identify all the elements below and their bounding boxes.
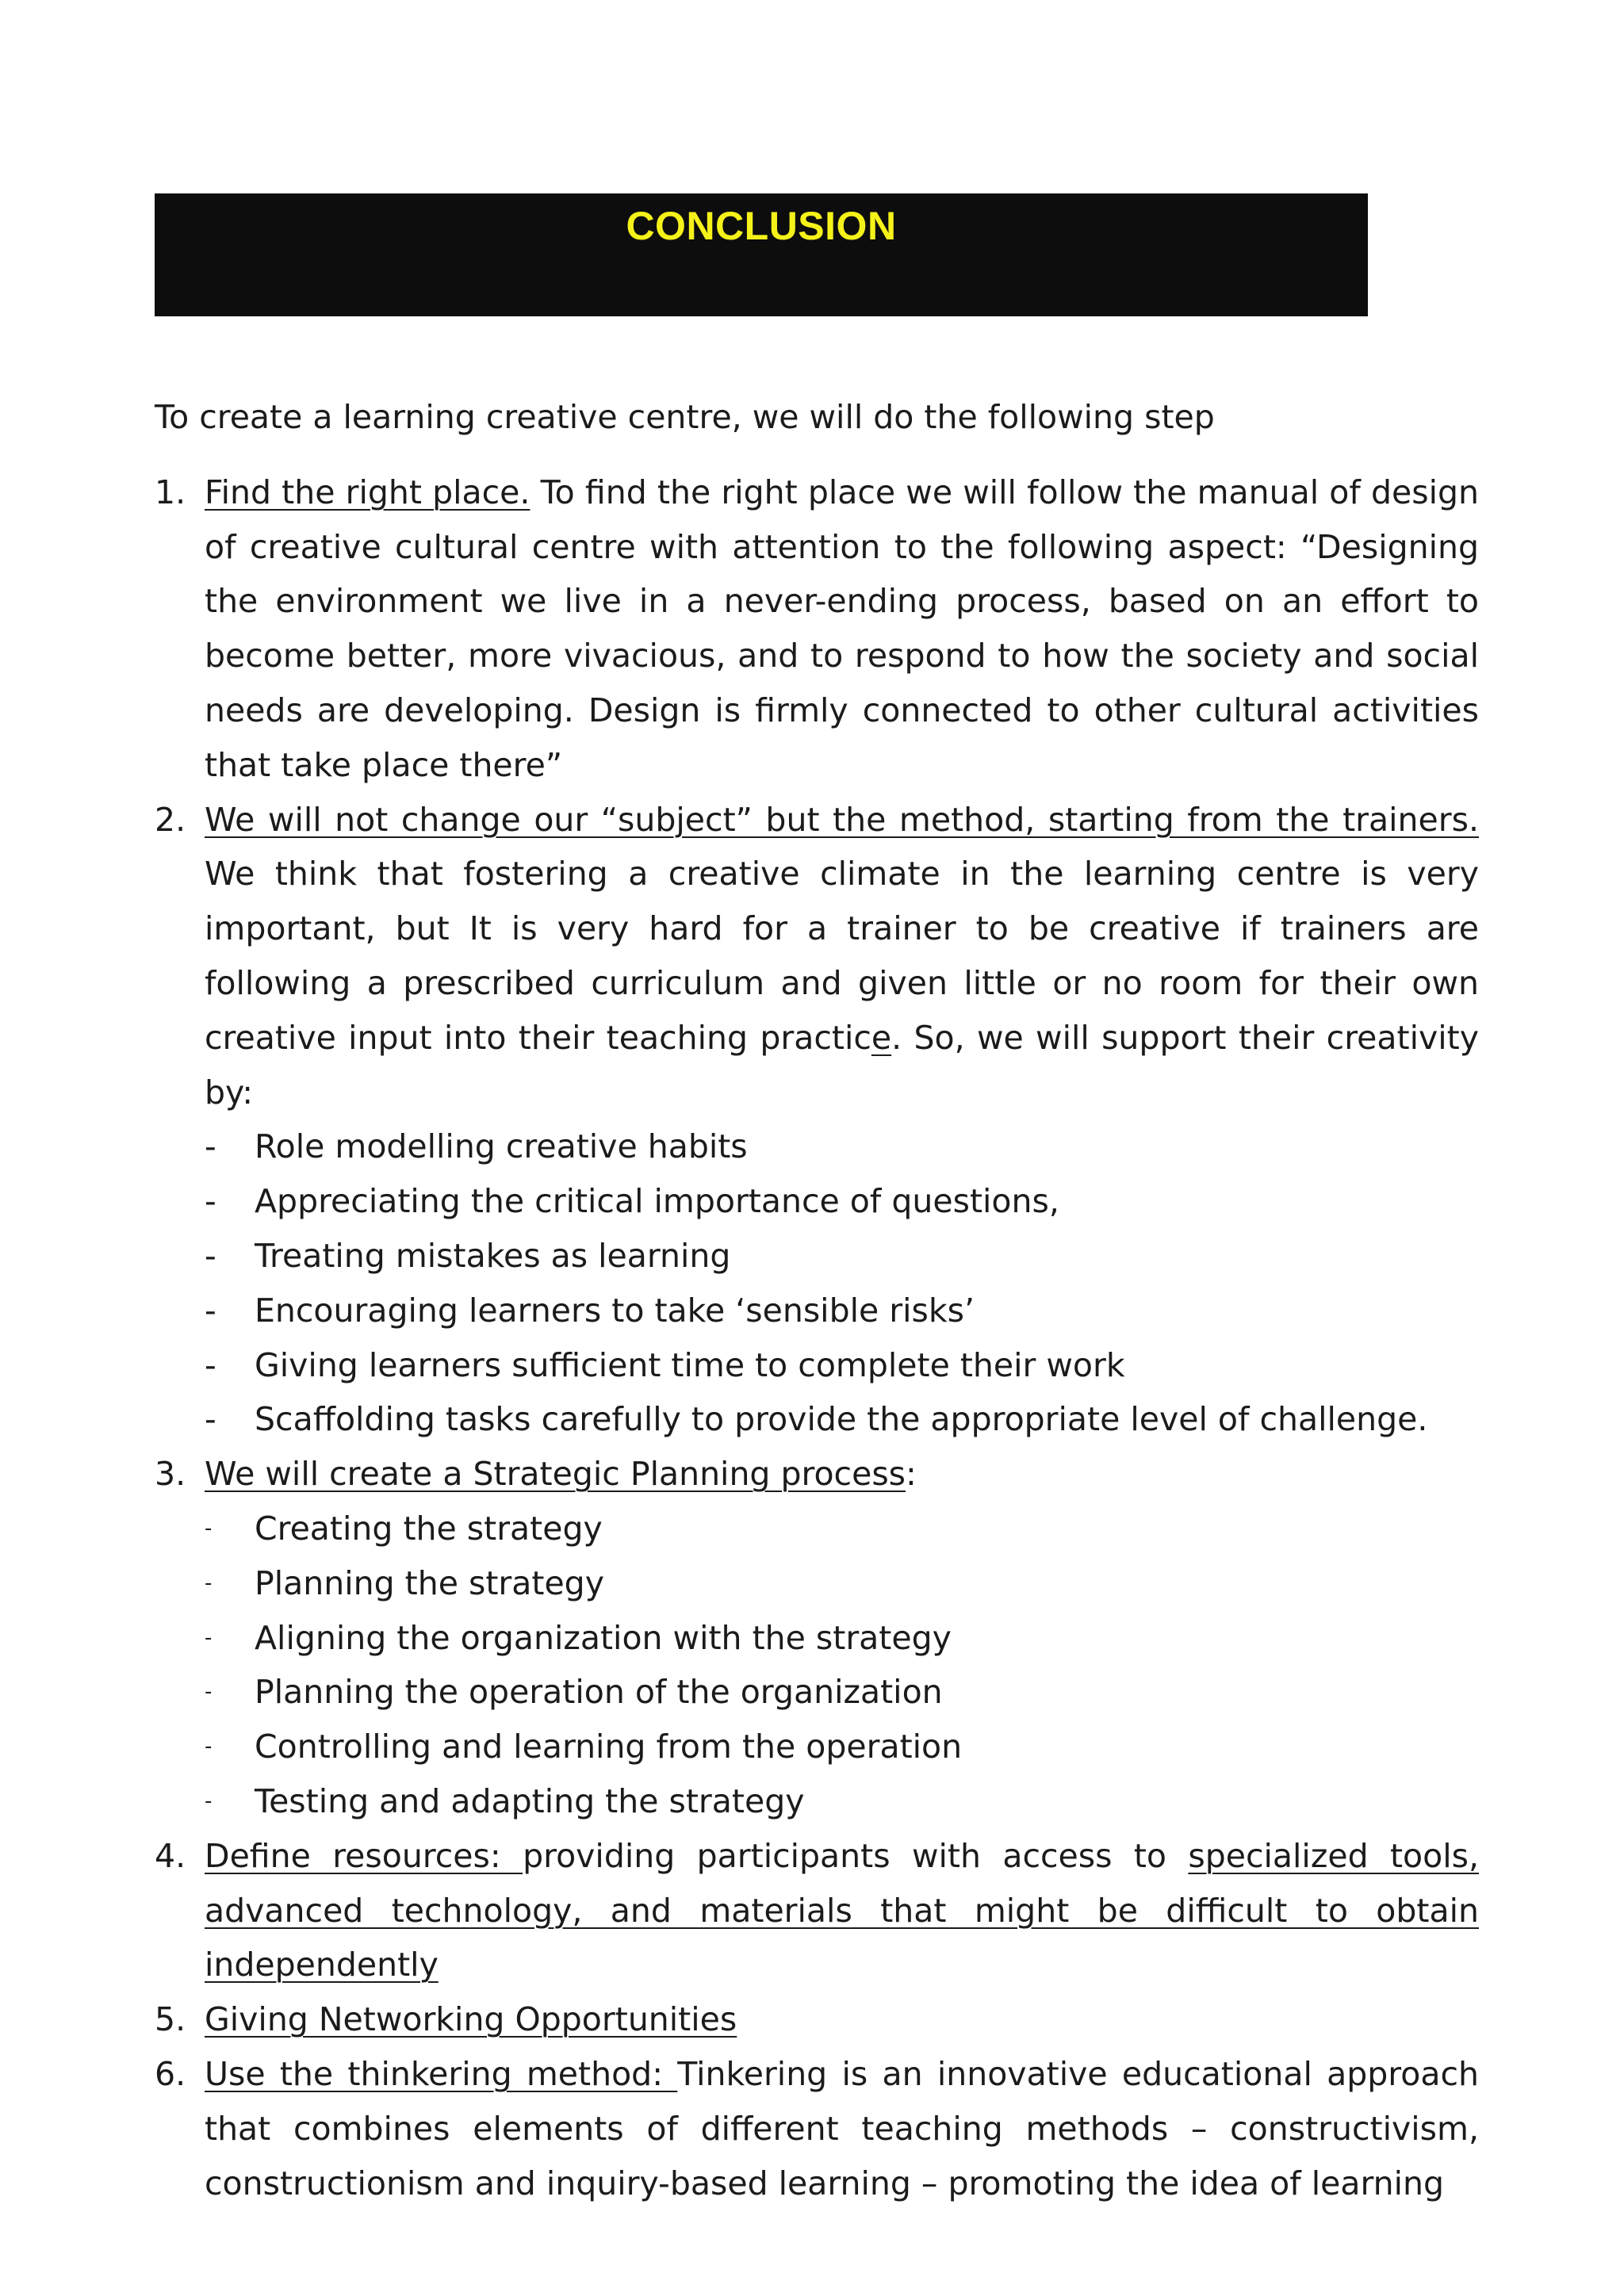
dash-bullet: - — [205, 1789, 213, 1813]
item-heading: We will create a Strategic Planning process — [205, 1455, 906, 1494]
item-number: 5. — [155, 2000, 186, 2039]
intro-paragraph: To create a learning creative centre, we will do the following step — [155, 398, 1215, 436]
list-item-6 — [155, 2047, 1479, 2210]
dash-bullet: - — [205, 1400, 216, 1439]
item-text: providing participants with access to — [523, 1836, 1189, 1875]
dash-bullet: - — [205, 1680, 213, 1705]
list-item-2 — [155, 793, 1479, 1120]
list-item: - Appreciating the critical importance of questions, — [155, 1174, 1479, 1229]
item-text: Tinkering is an innovative educational approach that combines elements of different teaching methods – constructivism, constructionism and inquiry-based learning – promoting the idea of learning — [205, 2054, 1479, 2202]
list-item: - Treating mistakes as learning — [155, 1229, 1479, 1284]
list-item: - Scaffolding tasks carefully to provide the appropriate level of challenge. — [155, 1392, 1479, 1447]
item-number: 4. — [155, 1836, 186, 1875]
item-heading: We will not change our “subject” but the method, starting from the trainers. — [205, 800, 1479, 839]
item-heading: Use the thinkering method: — [205, 2054, 678, 2093]
dash-bullet: - — [205, 1516, 213, 1540]
page-title: CONCLUSION — [626, 204, 897, 248]
list-item: - Controlling and learning from the operation — [155, 1720, 1479, 1774]
list-item: - Aligning the organization with the strategy — [155, 1611, 1479, 1666]
list-item: - Role modelling creative habits — [155, 1119, 1479, 1174]
list-item-3 — [155, 1447, 1479, 1502]
dash-bullet: - — [205, 1182, 216, 1221]
dash-bullet: - — [205, 1127, 216, 1166]
item-number: 6. — [155, 2054, 186, 2093]
item-text-underlined: e — [871, 1018, 892, 1057]
item-number: 3. — [155, 1455, 186, 1494]
dash-bullet: - — [205, 1291, 216, 1330]
dash-bullet: - — [205, 1571, 213, 1595]
item-text: . So, we will support their creativity by: — [205, 1018, 1479, 1112]
list-item: - Planning the operation of the organization — [155, 1665, 1479, 1720]
dash-bullet: - — [205, 1625, 213, 1650]
list-item-1 — [155, 465, 1479, 793]
list-item: - Encouraging learners to take ‘sensible risks’ — [155, 1284, 1479, 1338]
item-number: 2. — [155, 800, 186, 839]
dash-bullet: - — [205, 1345, 216, 1384]
list-item: - Giving learners sufficient time to complete their work — [155, 1338, 1479, 1393]
bullet-list — [155, 1119, 1479, 1447]
item-text: We think that fostering a creative climate in the learning centre is very important, but It is very hard for a trainer to be creative if trainers are following a prescribed curriculum and given little or no room for their own creative input into their teaching practic — [205, 855, 1479, 1057]
item-text: : — [906, 1455, 917, 1494]
list-item: - Testing and adapting the strategy — [155, 1774, 1479, 1829]
item-heading: Define resources: — [205, 1836, 523, 1875]
item-heading: Find the right place. — [205, 473, 530, 511]
document-body — [155, 390, 1479, 2210]
item-number: 1. — [155, 473, 186, 511]
conclusion-banner — [155, 193, 1368, 316]
list-item: - Creating the strategy — [155, 1502, 1479, 1556]
list-item: - Planning the strategy — [155, 1556, 1479, 1611]
item-heading: Giving Networking Opportunities — [205, 2000, 737, 2039]
item-text: To find the right place we will follow the manual of design of creative cultural centre with attention to the following aspect: “Designing the environment we live in a never-ending process, based on an effort to become better, more vivacious, and to respond to how the society and social needs are developing. Design is firmly connected to other cultural activities that take place there” — [205, 473, 1479, 784]
bullet-list — [155, 1502, 1479, 1829]
item-text-underlined: specialized tools, advanced technology, and materials that might be difficult to obtain independently — [205, 1836, 1479, 1984]
list-item-5 — [155, 1992, 1479, 2047]
list-item-4 — [155, 1829, 1479, 1992]
dash-bullet: - — [205, 1236, 216, 1275]
dash-bullet: - — [205, 1735, 213, 1759]
